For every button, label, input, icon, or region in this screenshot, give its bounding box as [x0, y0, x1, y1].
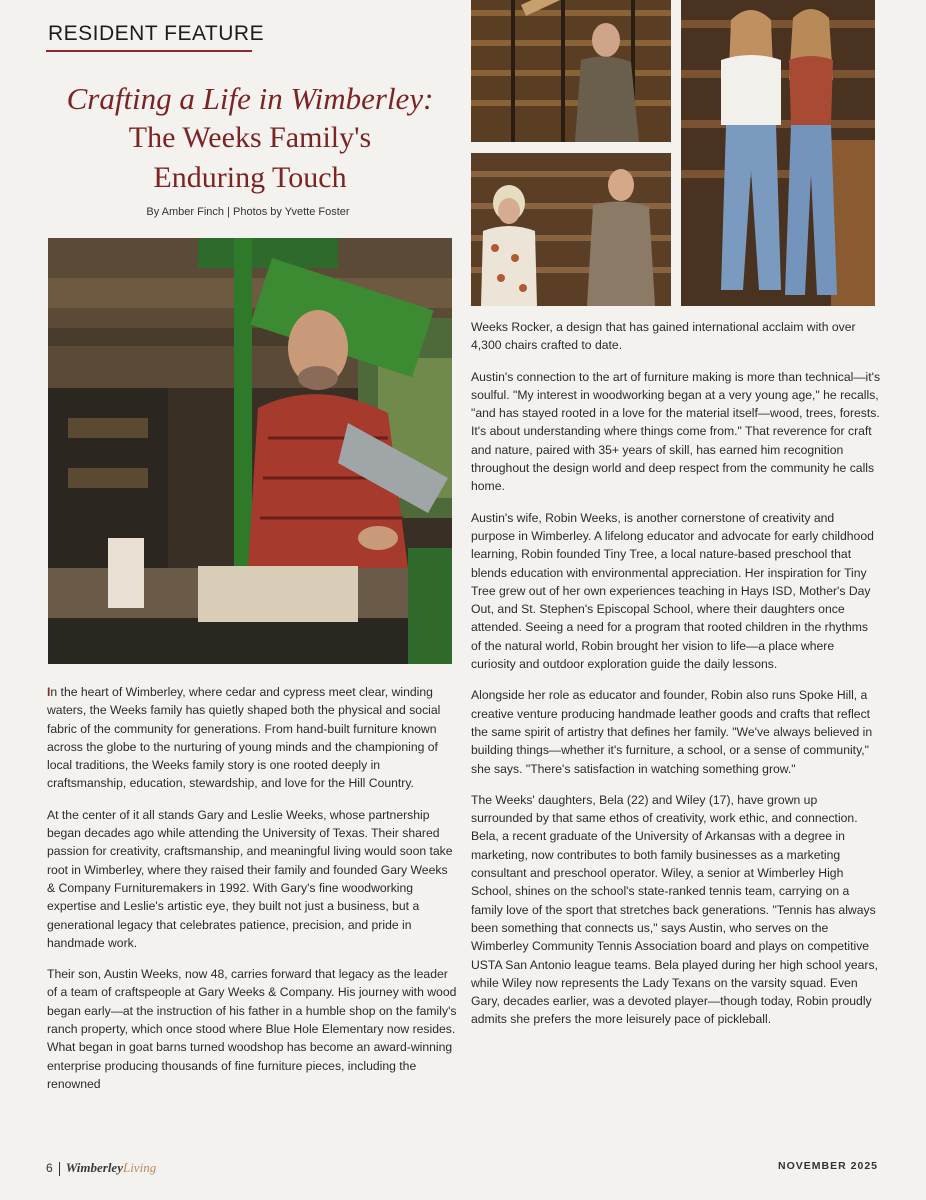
paragraph-robin: Austin's wife, Robin Weeks, is another cornerstone of creativity and purpose in Wimberley. A lifelong educator and advocate for early childhood learning, Robin founded Tiny Tree, a local nature-based preschool that blends education with environmental appreciation. Her inspiration for Tiny Tree grew out of her own experiences teaching in Hays ISD, Mother's Day Out, and St. Stephen's Episcopal School, where their daughters once attended. Seeing a need for a program that rooted children in the rhythms of the natural world, Robin brought her vision to life—a place where curiosity and outdoor exploration guide the daily lessons.	[471, 510, 874, 672]
right-column-text	[471, 318, 881, 1042]
headline-line-2: The Weeks Family's	[128, 121, 372, 154]
paragraph-austin-connection: Austin's connection to the art of furniture making is more than technical—it's soulful. "My interest in woodworking began at a very young age," he recalls, "and has stayed rooted in a love for the material itself—wood, trees, forests. It's about understanding where things come from." That reverence for craft and nature, paired with 35+ years of skill, has earned him recognition throughout the design world and deep respect from the community he calls home.	[471, 369, 881, 494]
paragraph-gary-leslie: At the center of it all stands Gary and Leslie Weeks, whose partnership began decades ago while attending the University of Texas. Their shared passion for creativity, craftsmanship, and meaningful living would soon take root in Wimberley, where they raised their family and founded Gary Weeks & Company Furnituremakers in 1992. With Gary's fine woodworking expertise and Leslie's artistic eye, they built not just a business, but a generational legacy that celebrates patience, precision, and pride in handmade work.	[47, 807, 453, 950]
paragraph-austin-intro: Their son, Austin Weeks, now 48, carries forward that legacy as the leader of a team of craftspeople at Gary Weeks & Company. His journey with wood began early—at the instruction of his father in a humble shop on the family's ranch property, which once stood where Blue Hole Elementary now resides. What began in goat barns turned woodshop has become an award-winning enterprise producing thousands of fine furniture pieces, including the renowned	[47, 967, 457, 1091]
dropcap: I	[47, 685, 51, 699]
headline-line-1: Crafting a Life in Wimberley:	[66, 81, 434, 116]
byline: By Amber Finch | Photos by Yvette Foster	[146, 206, 350, 218]
paragraph-weeks-rocker: Weeks Rocker, a design that has gained international acclaim with over 4,300 chairs crafted to date.	[471, 320, 856, 353]
issue-date: NOVEMBER 2025	[778, 1160, 878, 1172]
photo-gary-shop-image	[471, 0, 671, 142]
main-photo-image	[48, 238, 452, 664]
page-number: 6	[46, 1161, 53, 1175]
left-column-text	[47, 683, 457, 1106]
headline-line-3: Enduring Touch	[153, 161, 347, 194]
footer-separator	[59, 1162, 60, 1176]
paragraph-daughters: The Weeks' daughters, Bela (22) and Wiley (17), have grown up surrounded by that same ethos of creativity, work ethic, and connection. Bela, a recent graduate of the University of Arkansas with a degree in marketing, now contributes to both family businesses as a marketing consultant and preschool operator. Wiley, a senior at Wimberley High School, shines on the school's state-ranked tennis team, carrying on a family love of the sport that stretches back generations. "Tennis has always been something that connects us," says Austin, who serves on the Wimberley Community Tennis Association board and plays on competitive USTA San Antonio league teams. Bela played during her high school years, while Wiley now represents the Lady Texans on the varsity squad. Even Gary, decades earlier, was a devoted player—though today, Robin proudly admits she prefers the more leisurely pace of pickleball.	[471, 792, 878, 1027]
footer-left	[46, 1160, 156, 1176]
photo-daughters	[681, 0, 875, 306]
main-photo-woodworker	[48, 238, 452, 664]
magazine-name-2: Living	[122, 1160, 157, 1175]
magazine-name-1: Wimberley	[65, 1160, 123, 1175]
paragraph-spoke-hill: Alongside her role as educator and founder, Robin also runs Spoke Hill, a creative venture producing handmade leather goods and crafts that reflect the same spirit of artistry that defines her family. "We've always believed in building things—whether it's furniture, a school, or a sense of community," she says. "There's satisfaction in watching something grow."	[471, 688, 873, 776]
paragraph-intro-text: n the heart of Wimberley, where cedar and cypress meet clear, winding waters, the Weeks family has quietly shaped both the physical and social fabric of the community for generations. From hand-built furniture known across the globe to the nurturing of young minds and the championing of local traditions, the Weeks family story is one rooted deeply in craftsmanship, education, stewardship, and love for the Hill Country.	[47, 685, 441, 791]
section-rule	[46, 50, 252, 52]
photo-gary-leslie	[471, 153, 671, 306]
photo-daughters-image	[681, 0, 875, 306]
headline	[40, 80, 460, 198]
photo-gary-leslie-image	[471, 153, 671, 306]
paragraph-intro	[47, 683, 457, 793]
photo-gary-shop	[471, 0, 671, 142]
section-label: RESIDENT FEATURE	[48, 22, 265, 45]
